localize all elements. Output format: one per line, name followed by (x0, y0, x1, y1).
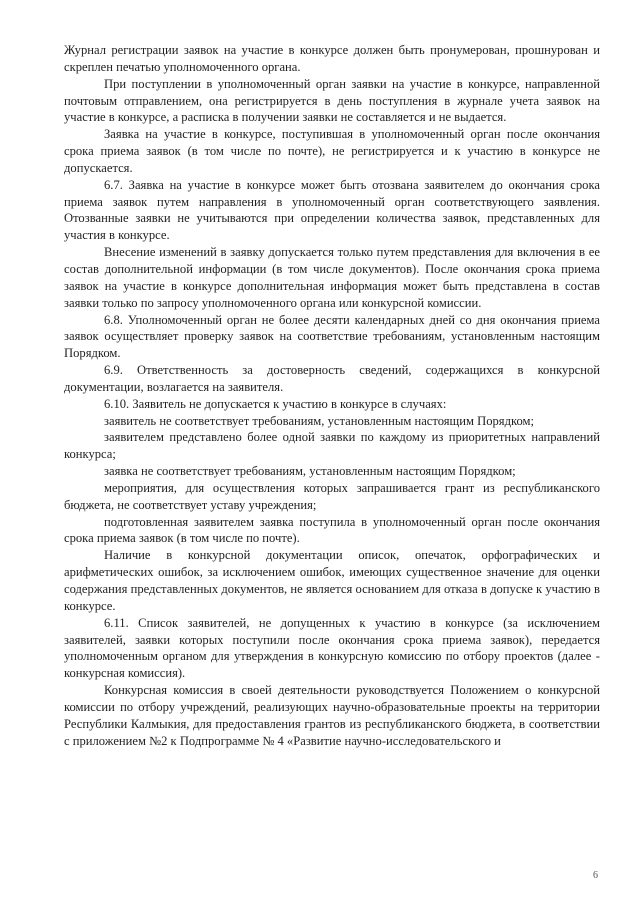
list-item-late-submission: подготовленная заявителем заявка поступила в уполномоченный орган после окончания срока приема заявок (в том числе по почте). (64, 514, 600, 546)
paragraph-6-8-verification: 6.8. Уполномоченный орган не более десяти календарных дней со дня окончания приема заявок осуществляет проверку заявок на соответствие требованиям, установленным настоящим Порядком. (64, 312, 600, 361)
list-item-multiple-applications: заявителем представлено более одной заявки по каждому из приоритетных направлений конкурса; (64, 430, 600, 462)
paragraph-journal-numbering: Журнал регистрации заявок на участие в конкурсе должен быть пронумерован, прошнурован и скреплен печатью уполномоченного органа. (64, 43, 600, 74)
list-item-applicant-noncompliant: заявитель не соответствует требованиям, установленным настоящим Порядком; (104, 413, 535, 428)
list-item-charter-mismatch: мероприятия, для осуществления которых запрашивается грант из республиканского бюджета, не соответствует уставу учреждения; (64, 480, 600, 512)
paragraph-typos-clause: Наличие в конкурсной документации описок, опечаток, орфографических и арифметических ошибок, за исключением ошибок, имеющих существенное значение для оценки содержания представленных документов, не является основанием для отказа в допуске к участию в конкурсе. (64, 548, 600, 613)
document-body (64, 42, 600, 749)
paragraph-6-11-rejected-list: 6.11. Список заявителей, не допущенных к участию в конкурсе (за исключением заявителей, заявки которых поступили после окончания срока приема заявок), передается уполномоченным органом для утверждения в конкурсную комиссию по отбору проектов (далее - конкурсная комиссия). (64, 615, 600, 681)
page-number: 6 (593, 870, 598, 881)
paragraph-late-application: Заявка на участие в конкурсе, поступившая в уполномоченный орган после окончания срока приема заявок (в том числе по почте), не регистрируется и к участию в конкурсе не допускается. (64, 127, 600, 175)
paragraph-6-10-rejection-cases: 6.10. Заявитель не допускается к участию в конкурсе в случаях: (104, 396, 447, 411)
paragraph-commission-regulations: Конкурсная комиссия в своей деятельности руководствуется Положением о конкурсной комиссии по отбору учреждений, реализующих научно-образовательные проекты на территории Республики Калмыкия, для предоставления грантов из республиканского бюджета, в соответствии с приложением №2 к Подпрограмме № 4 «Развитие научно-исследовательского и (64, 683, 600, 748)
paragraph-postal-registration: При поступлении в уполномоченный орган заявки на участие в конкурсе, направленной почтовым отправлением, она регистрируется в день поступления в журнале учета заявок на участие в конкурсе, а расписка в получении заявки не составляется и не выдается. (64, 76, 600, 125)
paragraph-6-7-withdrawal: 6.7. Заявка на участие в конкурсе может быть отозвана заявителем до окончания срока приема заявок путем направления в уполномоченный орган соответствующего заявления. Отозванные заявки не учитываются при определении количества заявок, представленных для участия в конкурсе. (64, 177, 600, 243)
paragraph-6-9-responsibility: 6.9. Ответственность за достоверность сведений, содержащихся в конкурсной документации, возлагается на заявителя. (64, 363, 600, 394)
list-item-application-noncompliant: заявка не соответствует требованиям, установленным настоящим Порядком; (104, 464, 516, 479)
paragraph-amendments: Внесение изменений в заявку допускается только путем представления для включения в ее состав дополнительной информации (в том числе документов). После окончания срока приема заявок на участие в конкурсе дополнительная информация может быть представлена в состав заявки только по запросу уполномоченного органа или конкурсной комиссии. (64, 245, 600, 310)
